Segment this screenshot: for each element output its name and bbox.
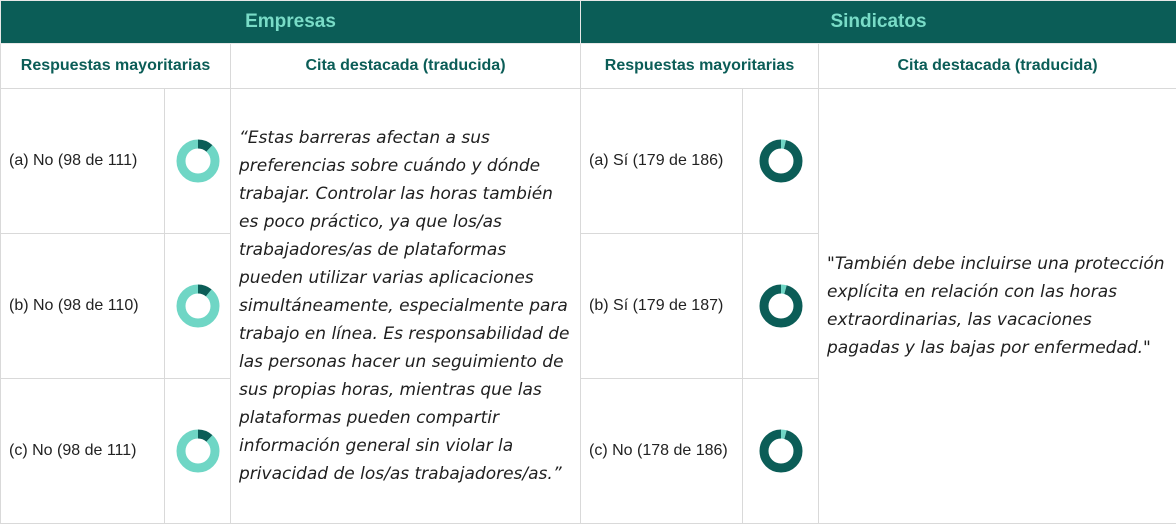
donut-majority-slice — [181, 144, 215, 178]
empresas-donut-cell — [165, 89, 231, 234]
empresas-answer-label: (a) No (98 de 111) — [1, 89, 165, 234]
empresas-answer-label: (c) No (98 de 111) — [1, 379, 165, 524]
empresas-answer-label: (b) No (98 de 110) — [1, 234, 165, 379]
col-header-cita-empresas: Cita destacada (traducida) — [231, 44, 581, 89]
donut-majority-slice — [181, 289, 215, 323]
group-header-sindicatos: Sindicatos — [581, 1, 1176, 44]
col-header-respuestas-empresas: Respuestas mayoritarias — [1, 44, 231, 89]
donut-majority-slice — [764, 434, 798, 468]
col-header-cita-sindicatos: Cita destacada (traducida) — [819, 44, 1176, 89]
sindicatos-answer-label: (c) No (178 de 186) — [581, 379, 743, 524]
donut-majority-slice — [181, 434, 215, 468]
sindicatos-donut-cell — [743, 234, 819, 379]
sindicatos-donut-chart — [757, 282, 805, 330]
sindicatos-donut-chart — [757, 427, 805, 475]
sindicatos-answer-label: (a) Sí (179 de 186) — [581, 89, 743, 234]
empresas-donut-chart — [174, 137, 222, 185]
group-header-empresas: Empresas — [1, 1, 581, 44]
donut-majority-slice — [764, 289, 798, 323]
sindicatos-donut-cell — [743, 379, 819, 524]
table-row — [1, 89, 1176, 234]
empresas-donut-cell — [165, 234, 231, 379]
donut-majority-slice — [764, 144, 798, 178]
empresas-donut-chart — [174, 427, 222, 475]
sindicatos-answer-label: (b) Sí (179 de 187) — [581, 234, 743, 379]
empresas-donut-chart — [174, 282, 222, 330]
sindicatos-quote: "También debe incluirse una protección explícita en relación con las horas extraordinarias, las vacaciones pagadas y las bajas por enfermedad." — [819, 89, 1176, 524]
col-header-respuestas-sindicatos: Respuestas mayoritarias — [581, 44, 819, 89]
sindicatos-donut-cell — [743, 89, 819, 234]
sindicatos-donut-chart — [757, 137, 805, 185]
empresas-donut-cell — [165, 379, 231, 524]
empresas-quote: “Estas barreras afectan a sus preferencias sobre cuándo y dónde trabajar. Controlar las horas también es poco práctico, ya que los/as trabajadores/as de plataformas pueden utilizar varias aplicaciones simultáneamente, especialmente para trabajo en línea. Es responsabilidad de las personas hacer un seguimiento de sus propias horas, mientras que las plataformas pueden compartir información general sin violar la privacidad de los/as trabajadores/as.” — [231, 89, 581, 524]
